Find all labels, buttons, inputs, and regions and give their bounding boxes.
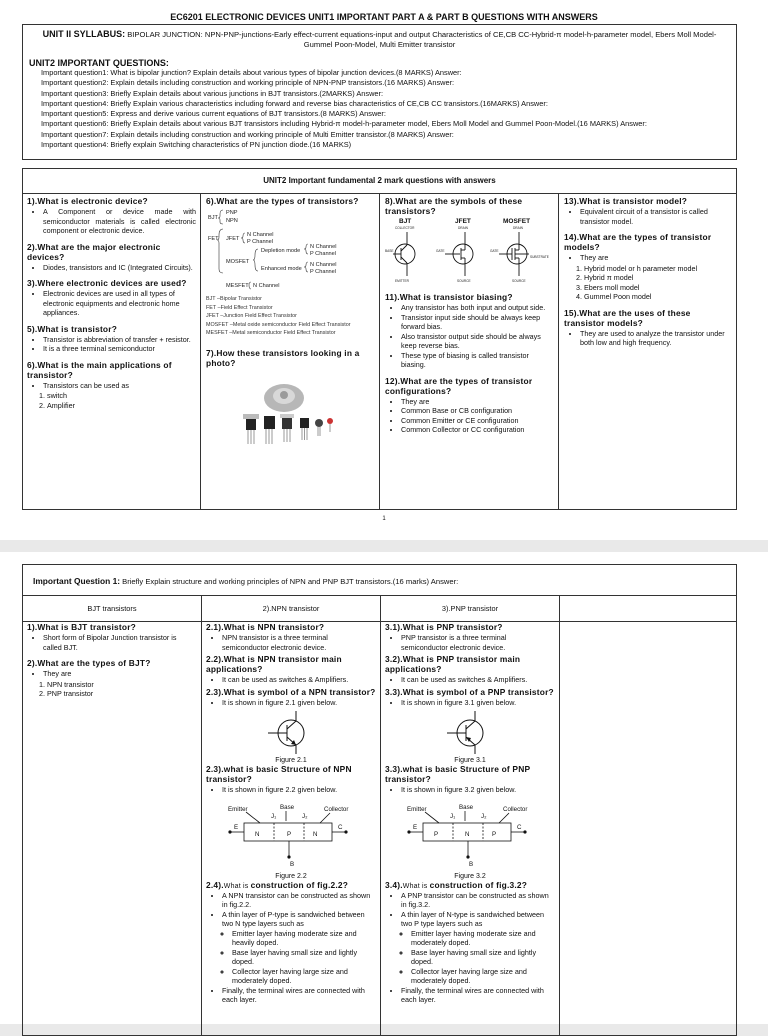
answer-item: • Common Base or CB configuration [401,406,554,416]
figure-caption: Figure 2.1 [275,757,307,764]
structure-label: Collector [324,805,349,813]
figure-caption: Figure 3.1 [454,757,486,764]
structure-label: Base [459,803,474,811]
answer-item: • Common Collector or CC configuration [401,425,554,435]
tree-label: P Channel [310,269,337,275]
layer-label: N [465,830,470,838]
answer-item: 2. Amplifier [47,401,196,411]
question-heading: 6).What is the main applications of transistor? [27,359,172,380]
answer-item: • They are used to analyze the transistor under both low and high frequency. [580,329,732,348]
answer-item: • These type of biasing is called transistor biasing. [401,351,554,370]
question-heading: 8).What are the symbols of these transistors? [385,196,523,216]
question-heading: 13).What is transistor model? [564,196,688,206]
question-rest: construction of fig.3.2? [429,879,528,890]
tree-label: BJT [208,215,218,221]
tree-label: MOSFET [226,259,250,265]
question-heading: 3.2).What is PNP transistor main applications? [385,654,521,674]
structure-label: Emitter [407,805,427,813]
pnp-structure-figure [385,803,555,871]
answer-item: • Equivalent circuit of a transistor is called transistor model. [580,207,732,226]
answer-item: • It is shown in figure 2.1 given below. [222,698,376,708]
tree-label: FET [208,236,219,242]
tree-label: N Channel [253,283,280,289]
legend-line: FET –Field Effect Transistor [206,304,273,311]
question-heading: 2).What are the types of BJT? [27,658,151,668]
answer-item: • It is shown in figure 3.1 given below. [401,698,555,708]
syllabus-box [22,24,737,160]
question-prefix-small: What is [223,882,251,890]
question-heading: 1).What is electronic device? [27,196,148,206]
symbol-label: DRAIN [458,226,468,230]
answer-item: 1. switch [47,391,196,401]
answer-item: • A Component or device made with semiconductor materials is called electronic component or electronic device. [43,207,196,236]
tree-label: N Channel [247,232,274,238]
column-header: 2).NPN transistor [202,596,381,622]
question-line: Important question4: Briefly explain Switching characteristics of PN junction diode.(16 MARKS) [41,140,352,150]
structure-label: Base [280,803,295,811]
column-header: BJT transistors [23,596,202,622]
answer-item: • Transistor input side should be always keep forward bias. [401,313,554,332]
layer-label: N [255,830,260,838]
question-line: Important question4: Briefly Explain various characteristics including forward and reverse bias characteristics of CE,CB CC transistors.(16MARKS) Answer: [41,98,548,108]
question-heading [206,880,376,890]
answer-item: • A NPN transistor can be constructed as shown in fig.2.2. [222,891,376,910]
question-heading: 7).How these transistors looking in a photo? [206,347,360,368]
question-rest: construction of fig.2.2? [250,879,349,890]
question-line: Important question7: Explain details including construction and working principle of Multi Emitter transistor.(8 MARKS) Answer: [41,129,454,139]
answer-item: 2. Hybrid π model [584,273,732,283]
structure-label: Collector [503,805,528,813]
fundamentals-heading: UNIT2 Important fundamental 2 mark questions with answers [23,169,736,194]
structure-label: B [290,860,295,868]
question-heading: 3.3).what is basic Structure of PNP transistor? [385,764,531,784]
important-question-box [22,564,737,596]
legend-line: JFET –Junction Field Effect Transistor [206,313,297,320]
important-questions-heading: UNIT2 IMPORTANT QUESTIONS: [29,58,169,68]
answer-item: • A thin layer of P-type is sandwiched between two N type layers such as [222,910,376,929]
structure-label: B [469,860,474,868]
column-header: 3).PNP transistor [381,596,560,622]
question-heading: 3).Where electronic devices are used? [27,278,187,288]
answer-item: 1. Hybrid model or h parameter model [584,264,732,274]
syllabus-line [29,29,730,50]
question-prefix-small: What is [402,882,430,890]
layer-label: P [492,830,497,838]
pnp-symbol-figure [385,707,555,755]
answer-item: • It is shown in figure 3.2 given below. [401,785,555,795]
answer-subitem: ◦ Collector layer having large size and moderately doped. [232,967,376,986]
important-question-label: Important Question 1: [33,576,121,586]
empty-column [560,622,737,1035]
bjt-column [23,622,202,1035]
question-heading: 5).What is transistor? [27,323,118,334]
symbol-title: BJT [399,218,412,225]
answer-item: • Electronic devices are used in all types of electronic equipments and electronic home appliances. [43,289,196,318]
answer-item: • NPN transistor is a three terminal semiconductor electronic device. [222,633,376,652]
symbol-label: BASE [385,249,394,253]
answer-item: • Any transistor has both input and output side. [401,303,554,313]
tree-label: N Channel [310,262,337,268]
question-heading: 2.2).What is NPN transistor main applications? [206,654,342,674]
legend-line: BJT –Bipolar Transistor [206,296,262,302]
answer-item: • It is a three terminal semiconductor [43,344,196,354]
answer-subitem: ◦ Base layer having small size and lightly doped. [232,948,376,967]
structure-label: C [338,823,343,831]
question-line: Important question2: Explain details including construction and working principle of NPN-PNP transistors.(16 MARKS) Answer: [41,78,455,88]
answer-item: • Common Emitter or CE configuration [401,416,554,426]
question-heading [385,880,555,890]
answer-item: 4. Gummel Poon model [584,292,732,302]
answer-subitem: ◦ Emitter layer having moderate size and heavily doped. [232,929,376,948]
symbol-label: EMITTER [395,279,409,283]
symbol-label: GATE [436,249,445,253]
syllabus-label: UNIT II SYLLABUS: [42,29,126,39]
answer-item: • They are [43,669,197,679]
question-heading: 6).What are the types of transistors? [206,196,359,206]
structure-label: E [413,823,418,831]
answer-item: • PNP transistor is a three terminal semiconductor electronic device. [401,633,555,652]
question-heading: 14).What are the types of transistor models? [564,232,712,252]
question-heading: 11).What is transistor biasing? [385,292,513,302]
structure-label: Emitter [228,805,248,813]
symbol-label: SUBSTRATE [530,255,549,259]
important-question-text: Briefly Explain structure and working principles of NPN and PNP BJT transistors.(16 marks) Answer: [120,577,459,586]
answer-subitem: ◦ Base layer having small size and lightly doped. [411,948,555,967]
answer-item: • Short form of Bipolar Junction transistor is called BJT. [43,633,197,652]
answer-item: • Finally, the terminal wires are connected with each layer. [401,986,555,1005]
question-heading: 1).What is BJT transistor? [27,622,136,632]
answer-item: 2. PNP transistor [47,689,197,699]
question-heading: 2.3).what is basic Structure of NPN transistor? [206,764,352,784]
figure-caption: Figure 3.2 [454,872,486,880]
answer-item: • They are [580,253,732,263]
answer-item: • It is shown in figure 2.2 given below. [222,785,376,795]
structure-label: J₁ [450,812,456,820]
tree-label: N Channel [310,244,337,250]
question-prefix: 3.4). [385,879,403,890]
symbol-label: GATE [490,249,499,253]
answer-item: • Also transistor output side should be always keep reverse bias. [401,332,554,351]
npn-symbol-figure [206,707,376,755]
layer-label: N [313,830,318,838]
npn-structure-figure [206,803,376,871]
answer-item: • It can be used as switches & Amplifiers. [222,675,376,685]
question-line: Important question3: Briefly Explain details about various junctions in BJT transistors.(2MARKS) Answer: [41,88,384,98]
question-heading: 2.3).What is symbol of a NPN transistor? [206,686,376,697]
layer-label: P [287,830,292,838]
syllabus-text: BIPOLAR JUNCTION: NPN-PNP-junctions-Early effect-current equations-input and output Characteristics of CE,CB CC-Hybrid-π model-h-parameter model, Ebers Moll Model-Gummel Poon-Model, Multi Emitter transistor [127,30,717,49]
fundamentals-box [22,168,737,510]
answer-item: 3. Ebers moll model [584,283,732,293]
question-heading: 15).What are the uses of these transistor models? [564,307,691,328]
figure-caption: Figure 2.2 [275,872,307,880]
fundamentals-column-3 [381,194,559,509]
fundamentals-column-4 [560,194,736,509]
tree-label: P Channel [310,251,337,257]
tree-label: JFET [226,236,240,242]
answer-item: 1. NPN transistor [47,680,197,690]
fundamentals-column-2 [202,194,380,509]
symbol-label: COLLECTOR [395,226,415,230]
column-header-empty [560,596,737,622]
answer-item: • They are [401,397,554,407]
legend-line: MOSFET –Metal oxide semiconductor Field Effect Transistor [206,321,351,328]
answer-item: • A PNP transistor can be constructed as shown in fig.3.2. [401,891,555,910]
npn-column [202,622,381,1035]
fundamentals-column-1 [23,194,201,509]
question-heading: 3.3).What is symbol of a PNP transistor? [385,686,554,697]
document-title: EC6201 ELECTRONIC DEVICES UNIT1 IMPORTANT PART A & PART B QUESTIONS WITH ANSWERS [170,12,598,22]
answer-item: • Transistor is abbreviation of transfer + resistor. [43,335,196,345]
question-heading: 3.1).What is PNP transistor? [385,622,503,632]
transistor-legend [206,295,375,338]
structure-label: J₁ [271,812,277,820]
symbol-label: DRAIN [513,226,523,230]
page-2 [0,552,768,1024]
question-line: Important question6: Briefly Explain details about various BJT transistors including Hybrid-π model-h-parameter model, Ebers Moll Model and Gummel Poon-Model.(16 MARKS) Answer: [41,119,647,129]
pnp-column [381,622,560,1035]
symbol-label: SOURCE [457,279,471,283]
tree-label: MESFET [226,283,249,289]
tree-label: Depletion mode [261,248,301,254]
answer-table [22,596,737,1036]
layer-label: P [434,830,439,838]
transistor-types-tree [206,209,374,291]
legend-line: MESFET –Metal semiconductor Field Effect Transistor [206,330,336,337]
answer-item: • Finally, the terminal wires are connected with each layer. [222,986,376,1005]
question-line: Important question5: Express and derive various current equations of BJT transistors.(8 MARKS) Answer: [41,109,386,119]
page-number: 1 [382,516,386,522]
answer-item: • Transistors can be used as [43,381,196,391]
answer-item: • Diodes, transistors and IC (Integrated Circuits). [43,263,196,273]
structure-label: E [234,823,239,831]
tree-label: PNP [226,210,238,216]
answer-item: • A thin layer of N-type is sandwiched between two P type layers such as [401,910,555,929]
question-prefix: 2.4). [206,879,224,890]
question-heading: 12).What are the types of transistor configurations? [385,375,533,396]
question-heading: 2.1).What is NPN transistor? [206,622,325,632]
question-heading: 2).What are the major electronic devices? [27,241,161,262]
symbol-title: MOSFET [503,218,531,225]
transistor-symbols-figure [385,216,553,286]
symbol-title: JFET [455,218,471,225]
structure-label: J₂ [302,812,308,820]
tree-label: P Channel [247,239,274,245]
answer-subitem: ◦ Collector layer having large size and moderately doped. [411,967,555,986]
structure-label: C [517,823,522,831]
symbol-label: SOURCE [512,279,526,283]
structure-label: J₂ [481,812,487,820]
answer-subitem: ◦ Emitter layer having moderate size and moderately doped. [411,929,555,948]
question-line: Important question1: What is bipolar junction? Explain details about various types of bipolar junction devices.(8 MARKS) Answer: [41,68,462,77]
tree-label: NPN [226,218,238,224]
answer-item: • It can be used as switches & Amplifiers. [401,675,555,685]
tree-label: Enhanced mode [261,266,302,272]
transistor-photo [206,372,374,452]
